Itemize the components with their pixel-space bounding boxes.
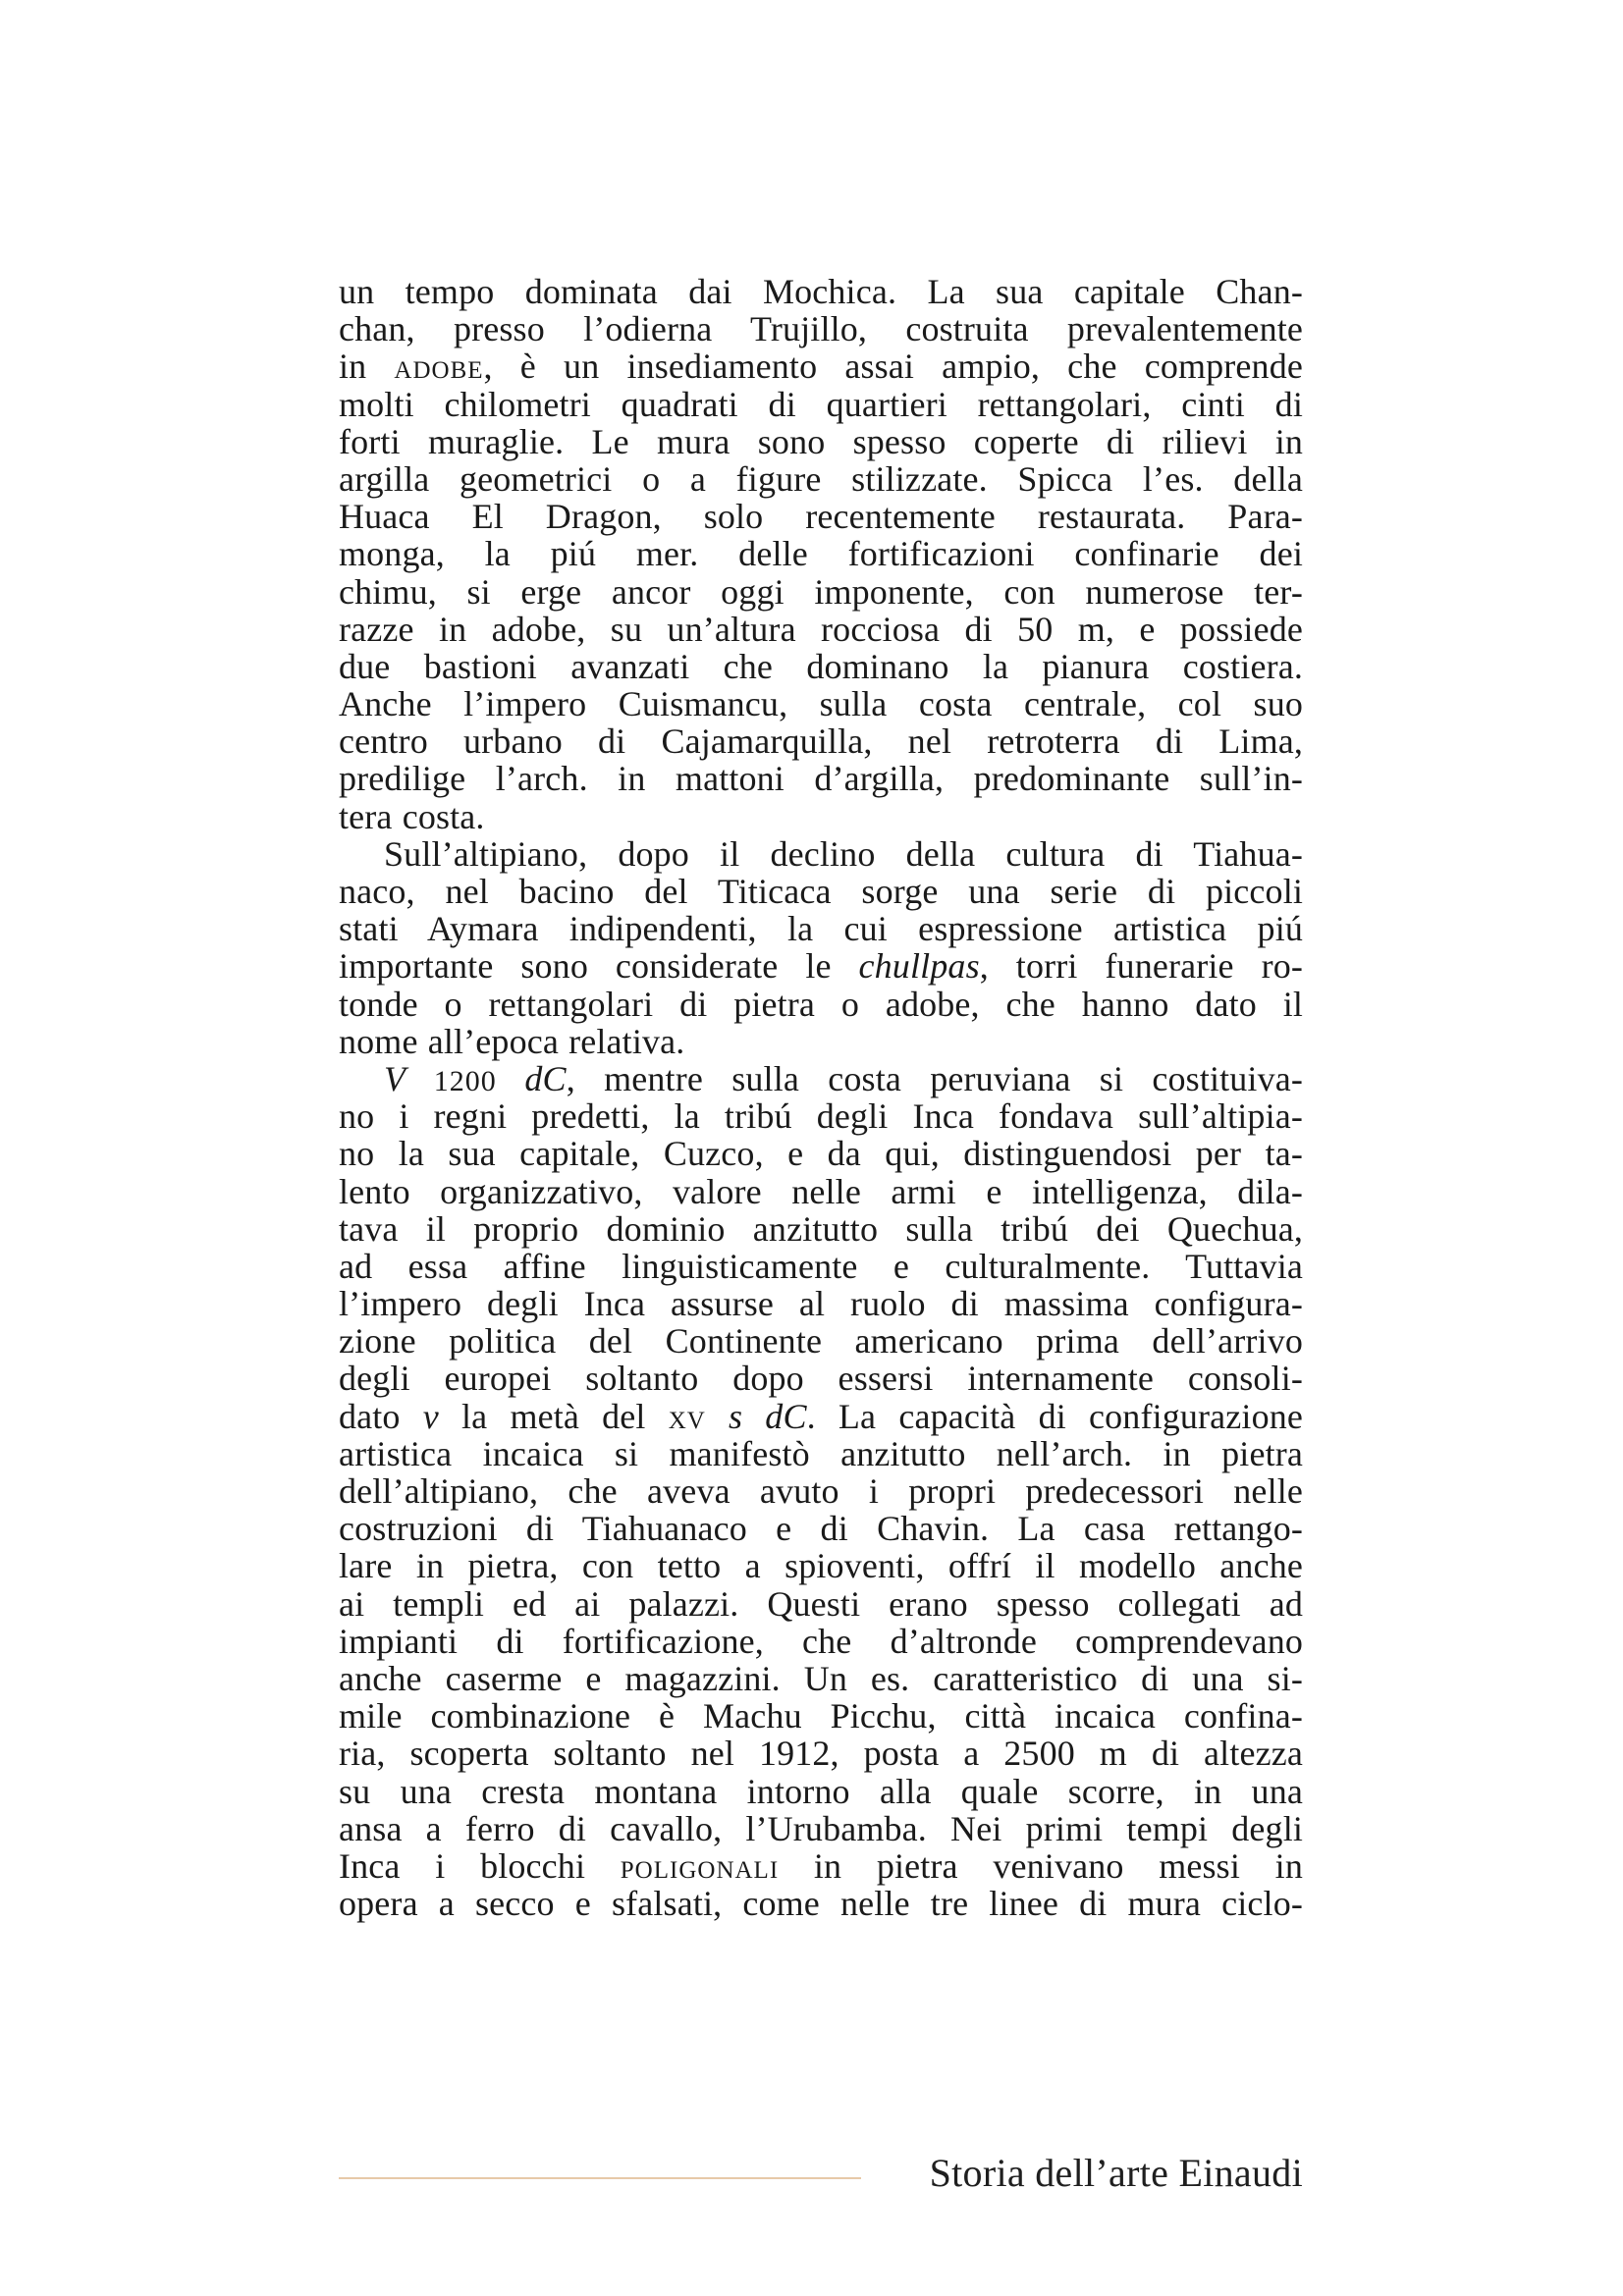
text-line: importante sono considerate le chullpas, torri funerarie ro- xyxy=(339,946,1304,987)
body-text xyxy=(339,273,1303,1922)
text-line: Inca i blocchi poligonali in pietra venivano messi in xyxy=(339,1845,1303,1886)
text-line: due bastioni avanzati che dominano la pianura costiera. xyxy=(339,646,1303,686)
small-caps-term: xv xyxy=(668,1396,706,1436)
text-line: opera a secco e sfalsati, come nelle tre linee di mura ciclo- xyxy=(339,1884,1303,1924)
text-line: in adobe, è un insediamento assai ampio, che comprende xyxy=(339,347,1303,387)
text-line: artistica incaica si manifestò anzitutto nell’arch. in pietra xyxy=(339,1433,1303,1473)
italic-term: chullpas xyxy=(858,946,980,987)
text-line: chimu, si erge ancor oggi imponente, con numerose ter- xyxy=(339,571,1303,612)
text-line: monga, la piú mer. delle fortificazioni confinarie dei xyxy=(339,534,1303,574)
text-line: anche caserme e magazzini. Un es. caratteristico di una si- xyxy=(339,1658,1303,1698)
text-line: molti chilometri quadrati di quartieri rettangolari, cinti di xyxy=(339,384,1303,424)
text-line: naco, nel bacino del Titicaca sorge una serie di piccoli xyxy=(339,872,1303,911)
text-line: ria, scoperta soltanto nel 1912, posta a 2500 m di altezza xyxy=(339,1734,1303,1774)
text-line: Anche l’impero Cuismancu, sulla costa centrale, col suo xyxy=(339,684,1303,724)
text-line: costruzioni di Tiahuanaco e di Chavin. La casa rettango- xyxy=(339,1509,1303,1549)
text-line: no i regni predetti, la tribú degli Inca fondava sull’altipia- xyxy=(339,1096,1303,1137)
text-line: tera costa. xyxy=(339,796,485,836)
text-line: stati Aymara indipendenti, la cui espressione artistica piú xyxy=(339,909,1303,949)
small-caps-term: poligonali xyxy=(620,1845,780,1886)
footer-rule xyxy=(339,2177,861,2179)
text-line: un tempo dominata dai Mochica. La sua capitale Chan- xyxy=(339,272,1303,311)
text-line: zione politica del Continente americano prima dell’arrivo xyxy=(339,1321,1303,1362)
text-line: dato v la metà del xv s dC. La capacità di configurazione xyxy=(339,1396,1304,1436)
text-line: predilige l’arch. in mattoni d’argilla, predominante sull’in- xyxy=(339,759,1303,799)
text-line: degli europei soltanto dopo essersi internamente consoli- xyxy=(339,1359,1303,1399)
text-line: nome all’epoca relativa. xyxy=(339,1021,685,1061)
text-line: razze in adobe, su un’altura rocciosa di 50 m, e possiede xyxy=(339,609,1303,649)
text-line: lento organizzativo, valore nelle armi e intelligenza, dila- xyxy=(339,1171,1303,1211)
text-line: no la sua capitale, Cuzco, e da qui, distinguendosi per ta- xyxy=(339,1134,1303,1174)
text-line: mile combinazione è Machu Picchu, città incaica confina- xyxy=(339,1696,1303,1736)
text-line: argilla geometrici o a figure stilizzate. Spicca l’es. della xyxy=(339,458,1303,499)
text-line: impianti di fortificazione, che d’altronde comprendevano xyxy=(339,1621,1303,1661)
small-caps-term: adobe xyxy=(394,347,484,387)
text-line: Sull’altipiano, dopo il declino della cultura di Tiahua- xyxy=(384,833,1303,874)
text-line: tonde o rettangolari di pietra o adobe, che hanno dato il xyxy=(339,984,1303,1024)
text-line: lare in pietra, con tetto a spioventi, offrí il modello anche xyxy=(339,1546,1303,1586)
text-line: centro urbano di Cajamarquilla, nel retroterra di Lima, xyxy=(339,721,1303,762)
text-line: su una cresta montana intorno alla quale scorre, in una xyxy=(339,1771,1303,1811)
text-line: ai templi ed ai palazzi. Questi erano spesso collegati ad xyxy=(339,1583,1303,1624)
text-line: ansa a ferro di cavallo, l’Urubamba. Nei primi tempi degli xyxy=(339,1808,1303,1848)
text-line: chan, presso l’odierna Trujillo, costruita prevalentemente xyxy=(339,309,1303,349)
text-line: tava il proprio dominio anzitutto sulla tribú dei Quechua, xyxy=(339,1208,1303,1249)
text-line: dell’altipiano, che aveva avuto i propri predecessori nelle xyxy=(339,1471,1303,1511)
footer-title: Storia dell’arte Einaudi xyxy=(929,2151,1303,2195)
text-line: V 1200 dC, mentre sulla costa peruviana si costituiva- xyxy=(384,1058,1304,1098)
text-line: forti muraglie. Le mura sono spesso coperte di rilievi in xyxy=(339,421,1303,461)
text-line: l’impero degli Inca assurse al ruolo di massima configura- xyxy=(339,1284,1303,1324)
text-line: ad essa affine linguisticamente e culturalmente. Tuttavia xyxy=(339,1246,1303,1286)
text-line: Huaca El Dragon, solo recentemente restaurata. Para- xyxy=(339,497,1303,537)
